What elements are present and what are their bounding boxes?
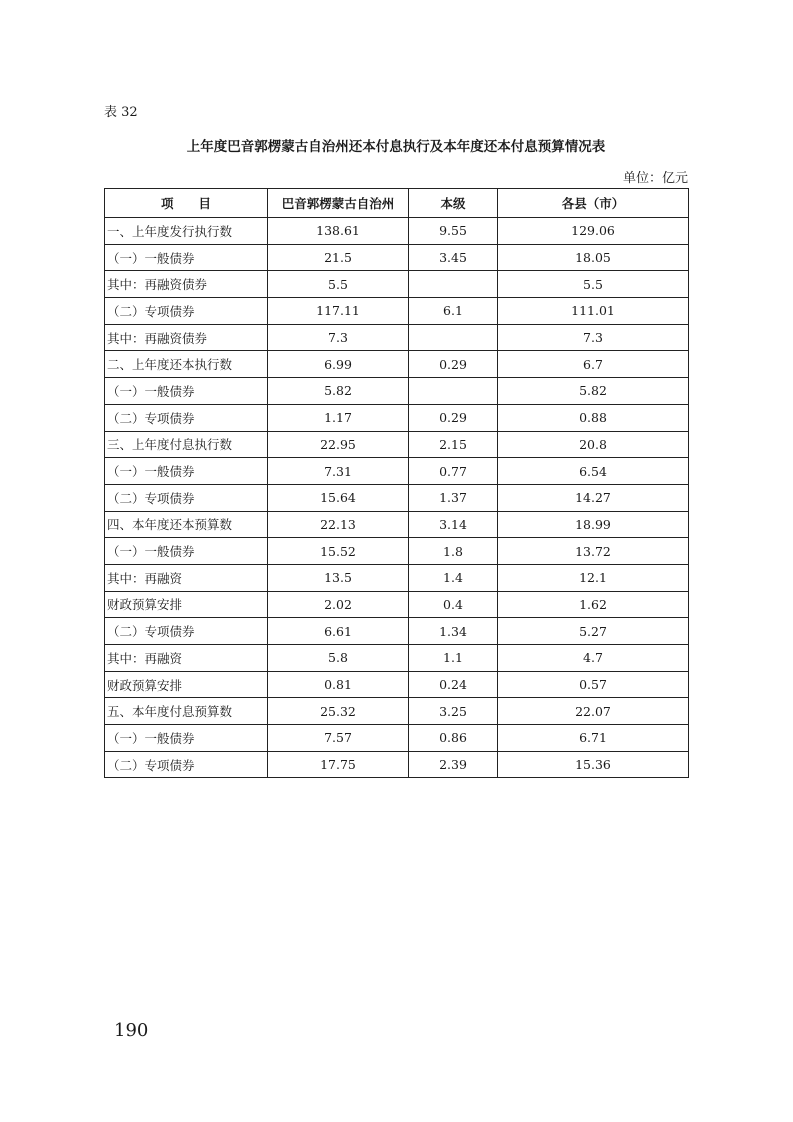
row-counties-value: 5.27 <box>498 618 689 645</box>
row-item: 其中：再融资债券 <box>105 324 268 351</box>
row-prefecture-value: 5.8 <box>268 645 409 672</box>
table-title: 上年度巴音郭楞蒙古自治州还本付息执行及本年度还本付息预算情况表 <box>186 139 606 155</box>
row-counties-value: 18.99 <box>498 511 689 538</box>
table-row <box>105 671 689 698</box>
row-item: （二）专项债券 <box>105 404 268 431</box>
row-counties-value: 18.05 <box>498 244 689 271</box>
row-item: 三、上年度付息执行数 <box>105 431 268 458</box>
row-item: （二）专项债券 <box>105 484 268 511</box>
row-counties-value: 0.57 <box>498 671 689 698</box>
row-counties-value: 20.8 <box>498 431 689 458</box>
row-level-value: 3.14 <box>409 511 498 538</box>
row-item: （二）专项债券 <box>105 298 268 325</box>
row-item: （一）一般债券 <box>105 725 268 752</box>
row-counties-value: 6.54 <box>498 458 689 485</box>
row-prefecture-value: 2.02 <box>268 591 409 618</box>
row-item: 财政预算安排 <box>105 591 268 618</box>
row-level-value: 1.1 <box>409 645 498 672</box>
table-row <box>105 431 689 458</box>
row-level-value: 2.15 <box>409 431 498 458</box>
row-prefecture-value: 7.31 <box>268 458 409 485</box>
table-row <box>105 645 689 672</box>
table-row <box>105 484 689 511</box>
table-row <box>105 244 689 271</box>
row-prefecture-value: 17.75 <box>268 751 409 778</box>
row-counties-value: 14.27 <box>498 484 689 511</box>
row-prefecture-value: 7.3 <box>268 324 409 351</box>
row-prefecture-value: 25.32 <box>268 698 409 725</box>
table-row <box>105 511 689 538</box>
row-level-value: 0.4 <box>409 591 498 618</box>
header-prefecture: 巴音郭楞蒙古自治州 <box>268 189 409 218</box>
row-prefecture-value: 15.64 <box>268 484 409 511</box>
row-item: （二）专项债券 <box>105 618 268 645</box>
row-item: 二、上年度还本执行数 <box>105 351 268 378</box>
row-counties-value: 15.36 <box>498 751 689 778</box>
row-prefecture-value: 6.99 <box>268 351 409 378</box>
row-counties-value: 1.62 <box>498 591 689 618</box>
row-counties-value: 111.01 <box>498 298 689 325</box>
row-level-value: 1.4 <box>409 564 498 591</box>
table-row <box>105 751 689 778</box>
row-level-value: 3.45 <box>409 244 498 271</box>
table-row <box>105 404 689 431</box>
table-row <box>105 378 689 405</box>
row-prefecture-value: 5.82 <box>268 378 409 405</box>
header-item: 项 目 <box>105 189 268 218</box>
row-counties-value: 0.88 <box>498 404 689 431</box>
table-row <box>105 351 689 378</box>
row-counties-value: 4.7 <box>498 645 689 672</box>
table-row <box>105 618 689 645</box>
row-level-value <box>409 324 498 351</box>
row-counties-value: 12.1 <box>498 564 689 591</box>
table-number: 表 32 <box>104 105 138 120</box>
header-counties: 各县（市） <box>498 189 689 218</box>
row-counties-value: 129.06 <box>498 218 689 245</box>
row-prefecture-value: 21.5 <box>268 244 409 271</box>
row-level-value: 0.29 <box>409 404 498 431</box>
unit-label: 单位：亿元 <box>622 171 688 186</box>
row-item: 四、本年度还本预算数 <box>105 511 268 538</box>
row-item: 其中：再融资 <box>105 564 268 591</box>
row-prefecture-value: 15.52 <box>268 538 409 565</box>
row-level-value <box>409 271 498 298</box>
row-counties-value: 6.71 <box>498 725 689 752</box>
row-prefecture-value: 117.11 <box>268 298 409 325</box>
row-item: 一、上年度发行执行数 <box>105 218 268 245</box>
row-level-value <box>409 378 498 405</box>
table-row <box>105 298 689 325</box>
table-row <box>105 324 689 351</box>
row-counties-value: 5.82 <box>498 378 689 405</box>
table-row <box>105 698 689 725</box>
row-level-value: 0.24 <box>409 671 498 698</box>
row-counties-value: 13.72 <box>498 538 689 565</box>
row-prefecture-value: 1.17 <box>268 404 409 431</box>
row-prefecture-value: 22.13 <box>268 511 409 538</box>
row-item: （一）一般债券 <box>105 244 268 271</box>
row-counties-value: 5.5 <box>498 271 689 298</box>
row-level-value: 1.8 <box>409 538 498 565</box>
row-item: （一）一般债券 <box>105 378 268 405</box>
row-counties-value: 22.07 <box>498 698 689 725</box>
row-prefecture-value: 5.5 <box>268 271 409 298</box>
header-row <box>105 189 689 218</box>
table-row <box>105 591 689 618</box>
table-body <box>105 218 689 778</box>
table-row <box>105 218 689 245</box>
row-prefecture-value: 13.5 <box>268 564 409 591</box>
row-counties-value: 7.3 <box>498 324 689 351</box>
row-item: 五、本年度付息预算数 <box>105 698 268 725</box>
row-level-value: 2.39 <box>409 751 498 778</box>
row-prefecture-value: 22.95 <box>268 431 409 458</box>
row-level-value: 0.86 <box>409 725 498 752</box>
row-level-value: 0.29 <box>409 351 498 378</box>
row-item: 其中：再融资债券 <box>105 271 268 298</box>
row-level-value: 6.1 <box>409 298 498 325</box>
row-level-value: 9.55 <box>409 218 498 245</box>
row-item: 其中：再融资 <box>105 645 268 672</box>
row-prefecture-value: 7.57 <box>268 725 409 752</box>
table-row <box>105 725 689 752</box>
row-prefecture-value: 6.61 <box>268 618 409 645</box>
page-number: 190 <box>114 1020 149 1041</box>
row-item: 财政预算安排 <box>105 671 268 698</box>
row-prefecture-value: 0.81 <box>268 671 409 698</box>
row-item: （一）一般债券 <box>105 458 268 485</box>
header-prefecture-level: 本级 <box>409 189 498 218</box>
table-row <box>105 458 689 485</box>
row-level-value: 3.25 <box>409 698 498 725</box>
table-row <box>105 538 689 565</box>
table-header <box>105 189 689 218</box>
row-prefecture-value: 138.61 <box>268 218 409 245</box>
row-counties-value: 6.7 <box>498 351 689 378</box>
table-row <box>105 271 689 298</box>
row-level-value: 1.37 <box>409 484 498 511</box>
debt-table <box>104 188 689 778</box>
row-level-value: 1.34 <box>409 618 498 645</box>
row-item: （二）专项债券 <box>105 751 268 778</box>
row-item: （一）一般债券 <box>105 538 268 565</box>
row-level-value: 0.77 <box>409 458 498 485</box>
table-row <box>105 564 689 591</box>
